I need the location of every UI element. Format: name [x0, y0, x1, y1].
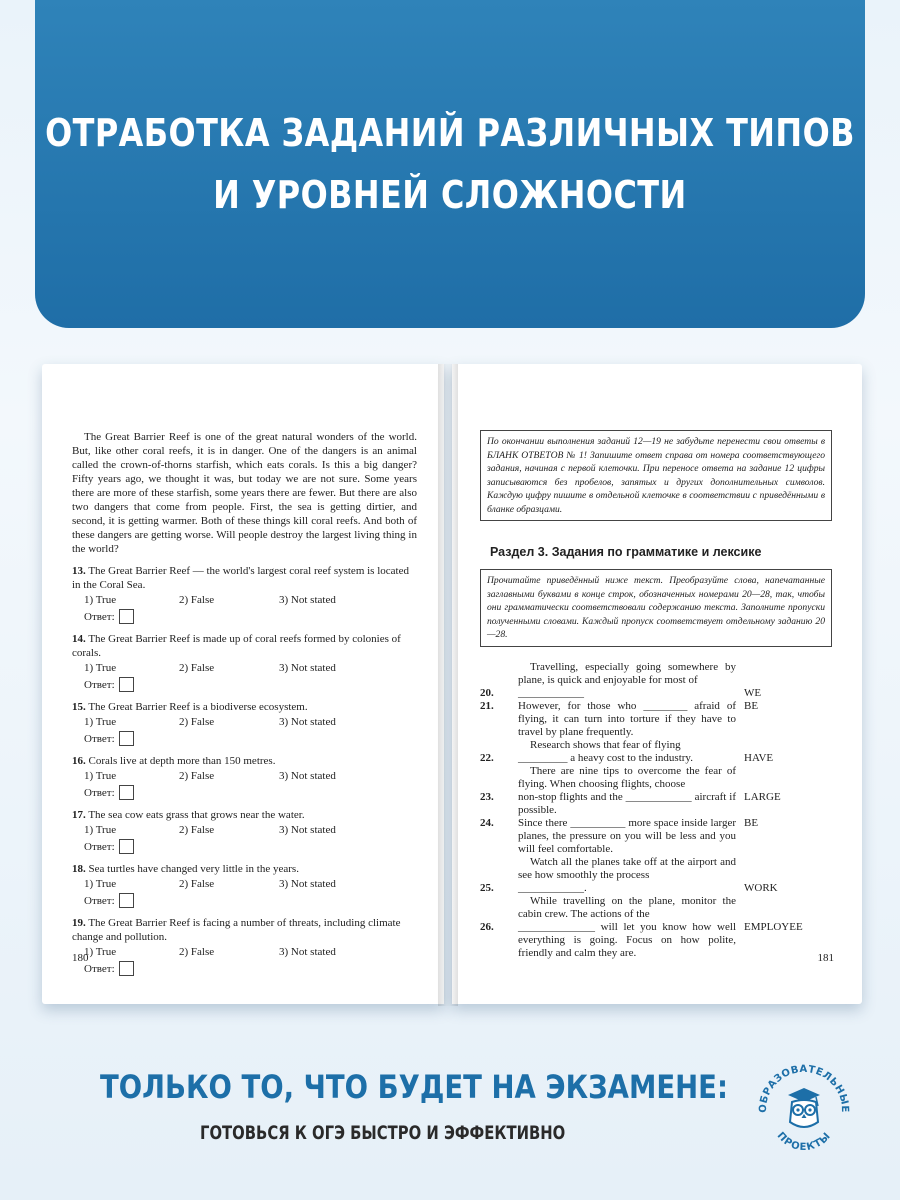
task-row	[480, 817, 832, 856]
answer-label: Ответ:	[84, 840, 115, 853]
answer-label: Ответ:	[84, 732, 115, 745]
task-row	[480, 791, 832, 817]
footer-headline: ТОЛЬКО ТО, ЧТО БУДЕТ НА ЭКЗАМЕНЕ:	[100, 1068, 728, 1106]
question-number: 19.	[72, 917, 86, 929]
task-row	[480, 765, 832, 791]
section-title: Раздел 3. Задания по грамматике и лексике	[490, 545, 762, 559]
answer-options	[72, 945, 417, 959]
question-body: Corals live at depth more than 150 metres.	[88, 755, 276, 767]
question-text	[72, 754, 417, 768]
task-number	[480, 661, 518, 687]
task-number: 25.	[480, 881, 494, 894]
question-number: 18.	[72, 863, 86, 875]
option-true: 1) True	[84, 824, 117, 836]
task-row	[480, 895, 832, 921]
task-keyword: EMPLOYEE	[744, 920, 803, 933]
question-list	[72, 564, 417, 976]
answer-label: Ответ:	[84, 894, 115, 907]
page-number-right: 181	[817, 952, 834, 964]
option-false: 2) False	[179, 594, 215, 606]
task-list	[480, 661, 832, 960]
task-keyword: BE	[744, 699, 759, 712]
answer-row	[72, 609, 417, 624]
answer-box[interactable]	[119, 677, 134, 692]
task-number: 20.	[480, 686, 494, 699]
question-number: 14.	[72, 633, 86, 645]
question-text	[72, 700, 417, 714]
question-text	[72, 632, 417, 660]
question-item	[72, 564, 417, 624]
option-false: 2) False	[179, 824, 215, 836]
left-page	[42, 364, 444, 1004]
answer-box[interactable]	[119, 839, 134, 854]
task-number	[480, 856, 518, 882]
task-text: Research shows that fear of flying	[530, 738, 681, 751]
task-number	[480, 739, 518, 752]
task-number: 22.	[480, 751, 494, 764]
question-body: The Great Barrier Reef is made up of coral reefs formed by colonies of corals.	[72, 633, 401, 659]
task-keyword	[736, 856, 744, 882]
answer-options	[72, 823, 417, 837]
option-false: 2) False	[179, 662, 215, 674]
question-item	[72, 808, 417, 854]
task-number: 26.	[480, 920, 494, 933]
logo-top-text: ОБРАЗОВАТЕЛЬНЫЕ	[757, 1063, 851, 1114]
task-text: _________ a heavy cost to the industry.	[518, 751, 693, 764]
task-keyword	[736, 895, 744, 921]
option-true: 1) True	[84, 770, 117, 782]
task-row	[480, 687, 832, 700]
task-text: Watch all the planes take off at the airport and see how smoothly the process	[518, 855, 736, 881]
answer-label: Ответ:	[84, 962, 115, 975]
svg-text:ПРОЕКТЫ	[775, 1130, 834, 1153]
task-keyword	[736, 765, 744, 791]
book-gutter	[438, 364, 458, 1006]
task-text: ____________.	[518, 881, 587, 894]
right-page	[452, 364, 862, 1004]
footer-subline: ГОТОВЬСЯ К ОГЭ БЫСТРО И ЭФФЕКТИВНО	[200, 1122, 566, 1144]
question-body: The Great Barrier Reef is facing a number of threats, including climate change and pollution.	[72, 917, 401, 943]
question-item	[72, 916, 417, 976]
answer-options	[72, 769, 417, 783]
option-true: 1) True	[84, 594, 117, 606]
logo-bottom-text: ПРОЕКТЫ	[774, 1130, 834, 1154]
task-keyword: WE	[744, 686, 762, 699]
task-row	[480, 856, 832, 882]
answer-row	[72, 731, 417, 746]
option-not-stated: 3) Not stated	[279, 594, 336, 606]
option-not-stated: 3) Not stated	[279, 878, 336, 890]
option-not-stated: 3) Not stated	[279, 824, 336, 836]
question-item	[72, 632, 417, 692]
task-text: non-stop flights and the ____________ aircraft if possible.	[518, 790, 736, 816]
option-not-stated: 3) Not stated	[279, 716, 336, 728]
task-number: 21.	[480, 699, 494, 712]
task-keyword	[736, 739, 744, 752]
task-row	[480, 700, 832, 739]
task-row	[480, 882, 832, 895]
answer-row	[72, 839, 417, 854]
question-number: 15.	[72, 701, 86, 713]
task-text: Since there __________ more space inside larger planes, the pressure on you will be less and you will feel comfortable.	[518, 816, 736, 855]
task-number: 23.	[480, 790, 494, 803]
answer-row	[72, 785, 417, 800]
option-true: 1) True	[84, 716, 117, 728]
task-keyword: LARGE	[744, 790, 781, 803]
task-row	[480, 739, 832, 752]
owl-icon	[788, 1088, 820, 1127]
question-item	[72, 862, 417, 908]
question-body: The Great Barrier Reef is a biodiverse ecosystem.	[88, 701, 308, 713]
banner-line-1: ОТРАБОТКА ЗАДАНИЙ РАЗЛИЧНЫХ ТИПОВ	[45, 111, 855, 155]
option-false: 2) False	[179, 770, 215, 782]
answer-label: Ответ:	[84, 786, 115, 799]
question-number: 13.	[72, 565, 86, 577]
answer-box[interactable]	[119, 961, 134, 976]
option-true: 1) True	[84, 878, 117, 890]
question-item	[72, 700, 417, 746]
task-text: ______________ will let you know how well everything is going. Focus on how polite, friendly and calm they are.	[518, 920, 736, 959]
task-text: While travelling on the plane, monitor the cabin crew. The actions of the	[518, 894, 736, 920]
section-instruction-box: Прочитайте приведённый ниже текст. Преобразуйте слова, напечатанные заглавными буквами в конце строк, обозначенных номерами 20—28, так, чтобы они грамматически соответствовали содержанию текста. Заполните пропуски полученными словами. Каждый пропуск соответствует отдельному заданию 20—28.	[480, 569, 832, 647]
top-banner	[35, 0, 865, 328]
question-item	[72, 754, 417, 800]
task-number	[480, 895, 518, 921]
task-row	[480, 921, 832, 960]
option-false: 2) False	[179, 716, 215, 728]
banner-line-2: И УРОВНЕЙ СЛОЖНОСТИ	[213, 173, 687, 217]
option-not-stated: 3) Not stated	[279, 946, 336, 958]
task-row	[480, 661, 832, 687]
answer-label: Ответ:	[84, 610, 115, 623]
option-not-stated: 3) Not stated	[279, 770, 336, 782]
task-keyword: HAVE	[744, 751, 774, 764]
answer-row	[72, 893, 417, 908]
task-number	[480, 765, 518, 791]
task-number: 24.	[480, 816, 494, 829]
task-text: There are nine tips to overcome the fear of flying. When choosing flights, choose	[518, 764, 736, 790]
task-text: Travelling, especially going somewhere by plane, is quick and enjoyable for most of	[518, 660, 736, 686]
reading-text: The Great Barrier Reef is one of the great natural wonders of the world. But, like other coral reefs, it is in danger. One of the dangers is an animal called the crown-of-thorns starfish, which eats corals. Is this a big danger? Fifty years ago, we thought it was, but today we are not sure. Some years there are more of these starfish, some years there are fewer. But there are also two dangers that come from people. First, the sea is getting dirtier, and second, it is getting warmer. Both of these things kill coral reefs. And both of these dangers are getting worse. Will people destroy the largest living thing in the world?	[72, 431, 417, 555]
open-book	[42, 364, 862, 1012]
option-not-stated: 3) Not stated	[279, 662, 336, 674]
question-body: The sea cow eats grass that grows near the water.	[88, 809, 305, 821]
answer-box[interactable]	[119, 893, 134, 908]
option-true: 1) True	[84, 662, 117, 674]
question-text	[72, 916, 417, 944]
instruction-box: По окончании выполнения заданий 12—19 не забудьте перенести свои ответы в БЛАНК ОТВЕТОВ № 1! Запишите ответ справа от номера соответствующего задания, начиная с первой клеточки. При переносе ответа на задание 12 цифры записываются без пробелов, запятых и других дополнительных символов. Каждую цифру пишите в отдельной клеточке в соответствии с приведёнными в бланке образцами.	[480, 430, 832, 521]
answer-box[interactable]	[119, 609, 134, 624]
task-keyword: WORK	[744, 881, 778, 894]
task-keyword	[736, 661, 744, 687]
question-text	[72, 564, 417, 592]
option-false: 2) False	[179, 946, 215, 958]
answer-options	[72, 593, 417, 607]
question-number: 16.	[72, 755, 86, 767]
answer-row	[72, 677, 417, 692]
answer-options	[72, 661, 417, 675]
answer-row	[72, 961, 417, 976]
publisher-logo	[752, 1058, 856, 1162]
question-body: Sea turtles have changed very little in the years.	[88, 863, 299, 875]
page-number-left: 180	[72, 952, 89, 964]
question-text	[72, 808, 417, 822]
question-body: The Great Barrier Reef — the world's largest coral reef system is located in the Coral Sea.	[72, 565, 409, 591]
option-false: 2) False	[179, 878, 215, 890]
task-text: However, for those who ________ afraid of flying, it can turn into torture if they have to travel by plane frequently.	[518, 699, 736, 738]
answer-options	[72, 715, 417, 729]
option-true: 1) True	[84, 946, 117, 958]
task-text: ____________	[518, 686, 584, 699]
task-row	[480, 752, 832, 765]
question-number: 17.	[72, 809, 86, 821]
task-keyword: BE	[744, 816, 759, 829]
answer-box[interactable]	[119, 785, 134, 800]
answer-box[interactable]	[119, 731, 134, 746]
question-text	[72, 862, 417, 876]
answer-label: Ответ:	[84, 678, 115, 691]
answer-options	[72, 877, 417, 891]
